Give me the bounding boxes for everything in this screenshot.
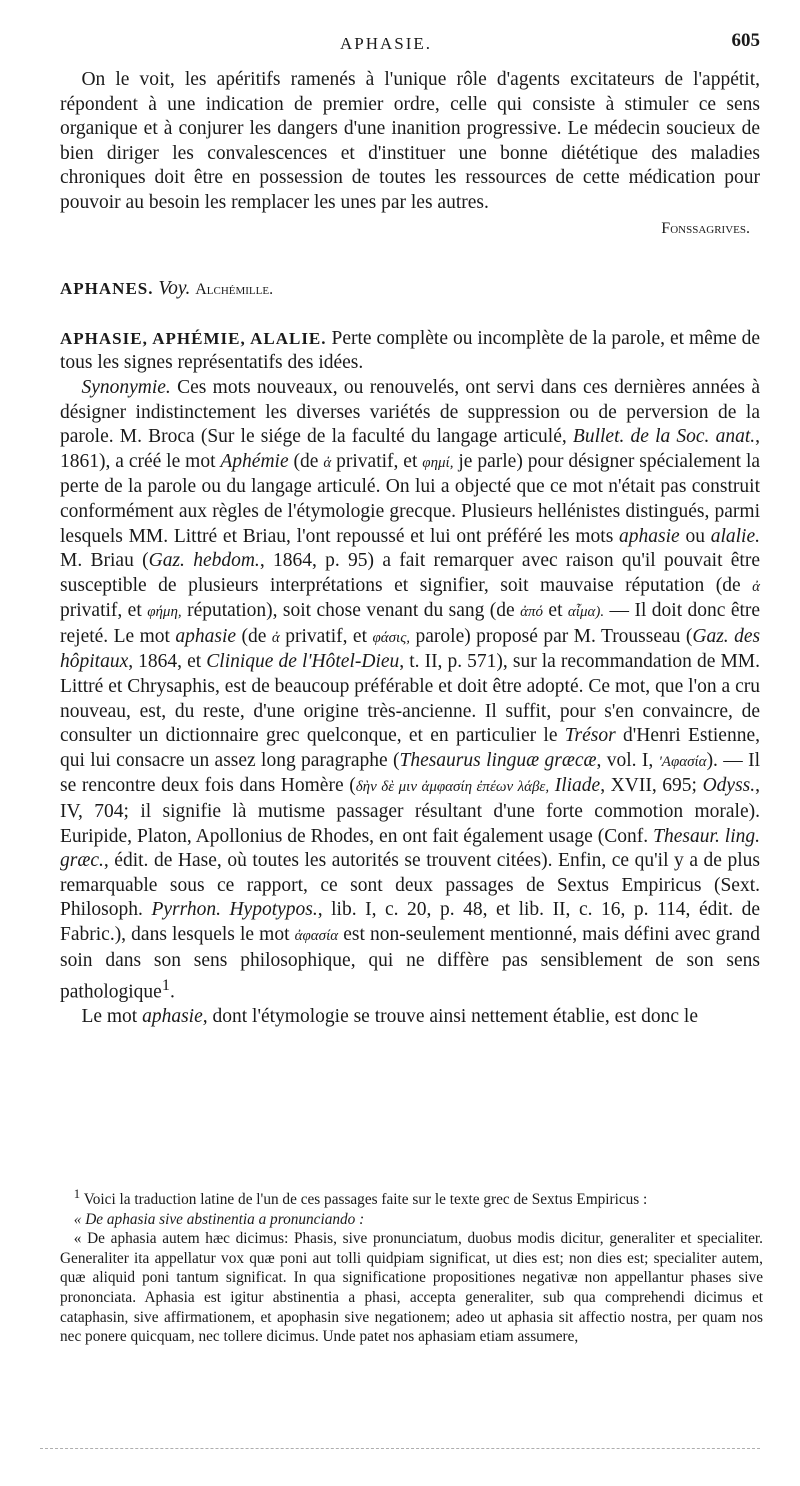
text-run: , 1861), a créé le mot xyxy=(60,426,760,472)
voy-label: Voy. xyxy=(158,278,191,300)
text-run: privatif, et xyxy=(336,450,418,472)
greek-word: φάσις, xyxy=(372,629,411,646)
greek-word: ἀ xyxy=(323,454,332,471)
text-run: dont l'étymologie se trouve ainsi nettement établie, est donc le xyxy=(212,1006,698,1028)
text-run: privatif, et xyxy=(285,625,368,647)
term: aphasie, xyxy=(142,1006,208,1028)
greek-quote: δὴν δὲ μιν ἀμφασίη ἐπέων λάβε, xyxy=(355,779,550,796)
citation: Trésor xyxy=(564,725,616,747)
text-run: ou xyxy=(685,525,705,547)
greek-word: φημί, xyxy=(422,454,454,471)
greek-word: 'Αφασία xyxy=(658,753,707,770)
entry-aphanes xyxy=(60,277,760,303)
term: aphasie xyxy=(175,625,237,647)
footnotes xyxy=(60,1185,763,1347)
footnote-quote: « De aphasia autem hæc dicimus: Phasis, sive pronunciatum, duobus modis dicitur, generaliter et specialiter. Generaliter ita appellatur vox quæ poni aut tolli quidpiam significat, ut dies est; non dies est; specialiter autem, quæ aliquid poni tantum significat. In qua significatione propositiones negativæ non appellantur phases sive prononciata. Aphasia est igitur abstinentia a phasi, accepta generaliter, sub qua comprehendi dicimus et cataphasin, sive affirmationem, et apophasin sive negationem; adeo ut aphasia sit affectio nostra, per quam nos nec ponere quicquam, nec tollere dicimus. Unde patet nos aphasiam etiam assumere, xyxy=(60,1230,763,1346)
text-run: réputation), soit chose venant du sang (de xyxy=(187,600,515,622)
text-run: , vol. I, xyxy=(596,749,654,771)
citation: Odyss. xyxy=(702,775,756,797)
cross-reference: Alchémille. xyxy=(195,281,274,299)
citation: Thesaurus linguæ græcæ xyxy=(399,749,597,771)
running-head-title: APHASIE. xyxy=(340,34,433,53)
synonymie-label: Synonymie. xyxy=(81,376,171,398)
text-run: parole) proposé par M. Trousseau ( xyxy=(415,625,693,647)
text-run: et xyxy=(548,600,563,622)
page-number: 605 xyxy=(731,30,760,51)
footnote-title xyxy=(60,1210,763,1230)
text-run: privatif, et xyxy=(60,600,142,622)
text-run: est non-seulement mentionné, mais défini avec grand soin dans son sens philosophique, qui ne diffère pas sensiblement de son sens pathologique xyxy=(60,924,761,1003)
footnote-intro: Voici la traduction latine de l'un de ces passages faite sur le texte grec de Sextus Empiricus : xyxy=(83,1191,648,1209)
page-bottom-rule xyxy=(40,1448,760,1449)
term: aphasie xyxy=(619,525,680,547)
footnote-reference[interactable]: 1 xyxy=(161,976,170,995)
greek-word: ἀ xyxy=(271,629,280,646)
footnote-1 xyxy=(60,1185,763,1210)
footnote-mark: 1 xyxy=(73,1187,81,1201)
text-run: , 1864, et xyxy=(128,651,202,673)
citation: Thesaur. ling. græc. xyxy=(60,825,761,872)
citation: Pyrrhon. Hypotypos. xyxy=(151,899,318,921)
running-head xyxy=(0,30,800,56)
section-gap xyxy=(60,303,760,327)
definition: Perte complète ou incomplète de la parole, et même de tous les signes représentatifs des idées. xyxy=(60,327,761,374)
text-run: , XVII, 695; xyxy=(600,775,697,797)
headword-aphasie: APHASIE, APHÉMIE, ALALIE. xyxy=(60,328,327,348)
citation: Gaz. hebdom. xyxy=(148,550,260,572)
paragraph-aperitifs: On le voit, les apéritifs ramenés à l'unique rôle d'agents excitateurs de l'appétit, répondent à une indication de premier ordre, celle qui consiste à stimuler ce sens organique et à conjurer les dangers d'une inanition progressive. Le médecin soucieux de bien diriger les convalescences et d'instituer une bonne diététique des maladies chroniques doit être en possession de toutes les ressources de cette médication pour pouvoir au besoin les remplacer les unes par les autres. xyxy=(60,69,760,213)
term: Aphémie xyxy=(220,450,289,472)
text-run: Le mot xyxy=(81,1006,138,1028)
citation: Iliade xyxy=(554,775,601,797)
paragraph-synonymie xyxy=(60,376,760,1005)
headword-aphanes: APHANES. xyxy=(60,279,154,299)
text-run: , IV, 704; il signifie là mutisme passager résultant d'une forte commotion morale). Euripide, Platon, Apollonius de Rhodes, en ont fait également usage (Conf. xyxy=(60,775,761,847)
text-run: d'Henri Estienne, qui lui consacre un assez long paragraphe ( xyxy=(60,725,760,771)
latin-title: « De aphasia sive abstinentia a pronunciando : xyxy=(73,1210,365,1228)
text-run: ). — Il se rencontre deux fois dans Homère ( xyxy=(60,749,761,797)
greek-word: φήμη, xyxy=(147,604,182,621)
text-run: (de xyxy=(241,625,267,647)
text-run: , lib. I, c. 20, p. 48, et lib. II, c. 16, p. 114, édit. de Fabric.), dans lesquels le mot xyxy=(60,899,760,945)
greek-word: ἀφασία xyxy=(294,928,339,944)
greek-word: ἀ xyxy=(752,578,761,595)
greek-word: ἀπό xyxy=(520,604,543,621)
section-gap xyxy=(60,241,760,277)
citation: Clinique de l'Hôtel-Dieu xyxy=(206,651,400,673)
greek-word: αἷμα). xyxy=(567,604,605,621)
paragraph-last xyxy=(60,1005,760,1030)
citation: Gaz. des hôpitaux xyxy=(60,625,761,673)
term: alalie. xyxy=(710,525,761,547)
author-signature: Fonssagrives. xyxy=(661,219,750,237)
text-run: , édit. de Hase, où toutes les autorités se trouvent citées). Enfin, ce qu'il y a de plus remarquable sous ce rapport, ce sont deux passages de Sextus Empiricus (Sext. Philosoph. xyxy=(60,850,760,921)
text-run: — Il doit donc être rejeté. Le mot xyxy=(60,600,761,647)
entry-aphasie xyxy=(60,327,760,376)
text-run: . xyxy=(169,981,175,1003)
text-run: , t. II, p. 571), sur la recommandation de MM. Littré et Chrysaphis, est de beaucoup préférable et doit être adopté. Ce mot, que l'on a cru nouveau, est, du reste, d'une origine très-ancienne. Il suffit, pour s'en convaincre, de consulter un dictionnaire grec quelconque, et en particulier le xyxy=(60,651,761,747)
text-run: M. Briau ( xyxy=(60,550,149,572)
text-run: Ces mots nouveaux, ou renouvelés, ont servi dans ces dernières années à désigner indistinctement les diverses variétés de suppression ou de perversion de la parole. M. Broca (Sur le siége de la faculté du langage articulé, xyxy=(60,376,760,448)
main-text xyxy=(60,68,760,1030)
citation: Bullet. de la Soc. anat. xyxy=(572,426,756,448)
text-run: , 1864, p. 95) a fait remarquer avec raison qu'il pouvait être susceptible de plusieurs interprétations et signifier, soit mauvaise réputation (de xyxy=(60,550,760,596)
text-run: je parle) pour désigner spécialement la perte de la parole ou du langage articulé. On lui a objecté que ce mot n'était pas construit conformément aux règles de l'étymologie grecque. Plusieurs hellénistes distingués, parmi lesquels MM. Littré et Briau, l'ont repoussé et lui ont préféré les mots xyxy=(60,450,761,547)
text-run: (de xyxy=(293,450,319,472)
